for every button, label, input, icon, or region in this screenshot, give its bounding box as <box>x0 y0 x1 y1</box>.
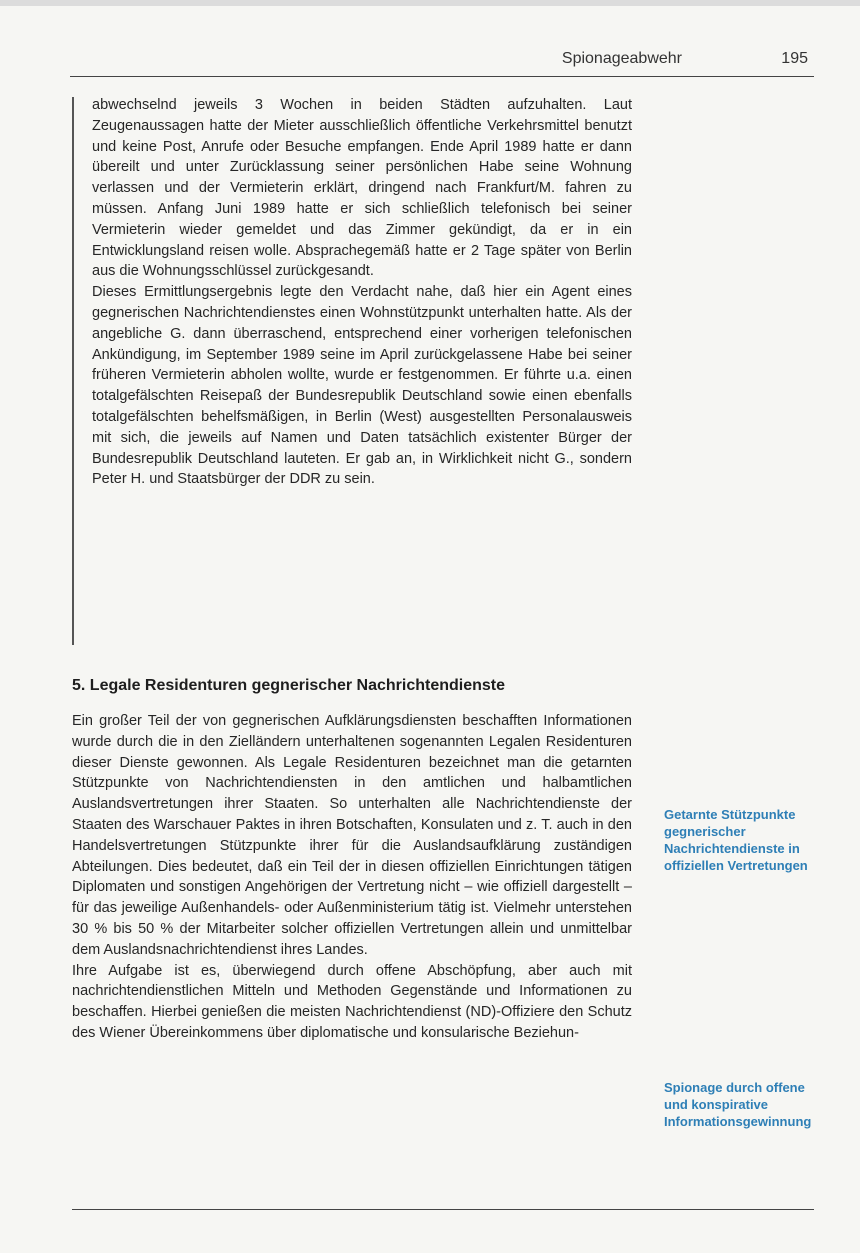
margin-change-bar <box>72 97 74 645</box>
footer-rule <box>72 1209 814 1210</box>
page-number: 195 <box>781 50 808 67</box>
paragraph: Dieses Ermittlungsergebnis legte den Verdacht nahe, daß hier ein Agent eines gegnerischen Nachrichtendienstes einen Wohnstützpunkt unterhalten hatte. Als der angebliche G. dann überraschend, entsprechend einer vorherigen telefonischen Ankündigung, im September 1989 seine im April zurückgelassene Habe bei seiner früheren Vermieterin abholen wollte, wurde er festgenommen. Er führte u.a. einen totalgefälschten Reisepaß der Bundesrepublik Deutschland sowie einen ebenfalls totalgefälschten behelfsmäßigen, in Berlin (West) ausgestellten Personalausweis mit sich, die jeweils auf Namen und Daten tatsächlich existenter Bürger der Bundesrepublik Deutschland lauteten. Er gab an, in Wirklichkeit nicht G., sondern Peter H. und Staatsbürger der DDR zu sein. <box>92 284 632 488</box>
section-text <box>72 711 632 1044</box>
margin-note: Spionage durch offene und konspirative Informationsgewinnung <box>664 1080 812 1129</box>
page-header <box>70 46 814 77</box>
paragraph: Ihre Aufgabe ist es, überwiegend durch offene Abschöpfung, aber auch mit nachrichtendienstlichen Mitteln und Methoden Gegenstände und Informationen zu beschaffen. Hierbei genießen die meisten Nachrichtendienst (ND)-Offiziere den Schutz des Wiener Übereinkommens über diplomatische und konsularische Beziehun- <box>72 962 632 1041</box>
paragraph: abwechselnd jeweils 3 Wochen in beiden Städten aufzuhalten. Laut Zeugenaussagen hatte der Mieter ausschließlich öffentliche Verkehrsmittel benutzt und keine Post, Anrufe oder Besuche empfangen. Ende April 1989 hatte er dann übereilt und unter Zurücklassung seiner persönlichen Habe seine Wohnung verlassen und der Vermieterin erklärt, dringend nach Frankfurt/M. fahren zu müssen. Anfang Juni 1989 hatte er sich schließlich telefonisch bei seiner Vermieterin wieder gemeldet und das Zimmer gekündigt, da er in ein Entwicklungsland reisen wolle. Absprachegemäß hatte er 2 Tage später von Berlin aus die Wohnungsschlüssel zurückgesandt. <box>92 97 632 280</box>
paragraph: Ein großer Teil der von gegnerischen Aufklärungsdiensten beschafften Informationen wurde durch die in den Zielländern unterhaltenen sogenannten Legalen Residenturen dieser Dienste gewonnen. Als Legale Residenturen bezeichnet man die getarnten Stützpunkte von Nachrichtendiensten in den amtlichen und halbamtlichen Auslandsvertretungen ihrer Staaten. So unterhalten alle Nachrichtendienste der Staaten des Warschauer Paktes in ihren Botschaften, Konsulaten und z. T. auch in den Handelsvertretungen Stützpunkte ihrer für die Auslandsaufklärung zuständigen Abteilungen. Dies bedeutet, daß ein Teil der in diesen offiziellen Einrichtungen tätigen Diplomaten und sonstigen Angehörigen der Vertretung nicht – wie offiziell dargestellt – für das jeweilige Außenhandels- oder Außenministerium tätig ist. Vielmehr unterstehen 30 % bis 50 % der Mitarbeiter solcher offiziellen Vertretungen allein und unmittelbar dem Auslandsnachrichtendienst ihres Landes. <box>72 713 632 958</box>
continuation-text <box>92 95 632 490</box>
margin-note: Getarnte Stützpunkte gegnerischer Nachrichtendienste in offiziellen Vertretungen <box>664 807 808 873</box>
running-title: Spionageabwehr <box>561 50 682 67</box>
scan-top-shade <box>0 0 860 6</box>
section-heading: 5. Legale Residenturen gegnerischer Nachrichtendienste <box>72 677 506 694</box>
